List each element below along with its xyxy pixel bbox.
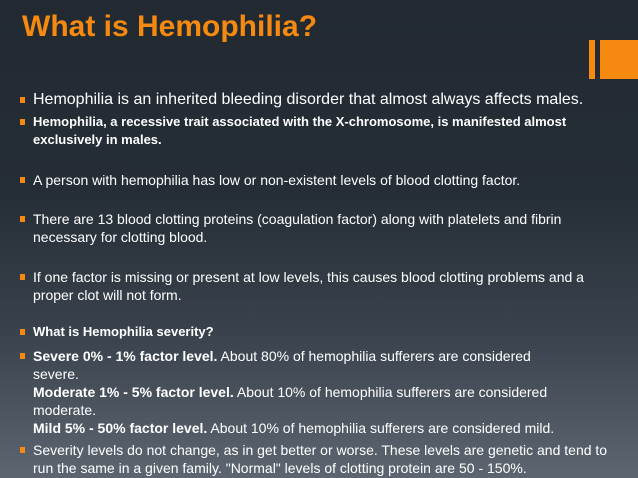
mild-text: About 10% of hemophilia sufferers are considered mild.: [207, 420, 555, 436]
bullet-missing-factor: If one factor is missing or present at low levels, this causes blood clotting problems and a proper clot will not form.: [33, 268, 603, 304]
bullet-recessive-trait: Hemophilia, a recessive trait associated with the X-chromosome, is manifested almost exclusively in males.: [33, 113, 618, 149]
bullet-severity-unchanging: Severity levels do not change, as in get better or worse. These levels are genetic and tend to run the same in a given family. "Normal" levels of clotting protein are 50 - 150%.: [33, 441, 621, 477]
bullet-clotting-factor: A person with hemophilia has low or non-existent levels of blood clotting factor.: [33, 171, 623, 189]
moderate-text: About 10% of hemophilia sufferers are considered moderate.: [33, 384, 548, 418]
mild-label: Mild 5% - 50% factor level.: [33, 420, 208, 436]
severe-text: About 80% of hemophilia sufferers are considered severe.: [33, 348, 531, 382]
accent-bar-thin: [589, 40, 595, 79]
slide-title: What is Hemophilia?: [22, 10, 318, 43]
accent-bar-block: [600, 40, 638, 79]
severe-label: Severe 0% - 1% factor level.: [33, 348, 218, 364]
bullet-clotting-proteins: There are 13 blood clotting proteins (coagulation factor) along with platelets and fibrin necessary for clotting blood.: [33, 210, 593, 246]
bullet-list: [33, 91, 625, 477]
bullet-severity-levels: [33, 347, 573, 437]
bullet-inherited: Hemophilia is an inherited bleeding disorder that almost always affects males.: [33, 91, 623, 109]
bullet-severity-heading: What is Hemophilia severity?: [33, 323, 623, 341]
moderate-label: Moderate 1% - 5% factor level.: [33, 384, 234, 400]
